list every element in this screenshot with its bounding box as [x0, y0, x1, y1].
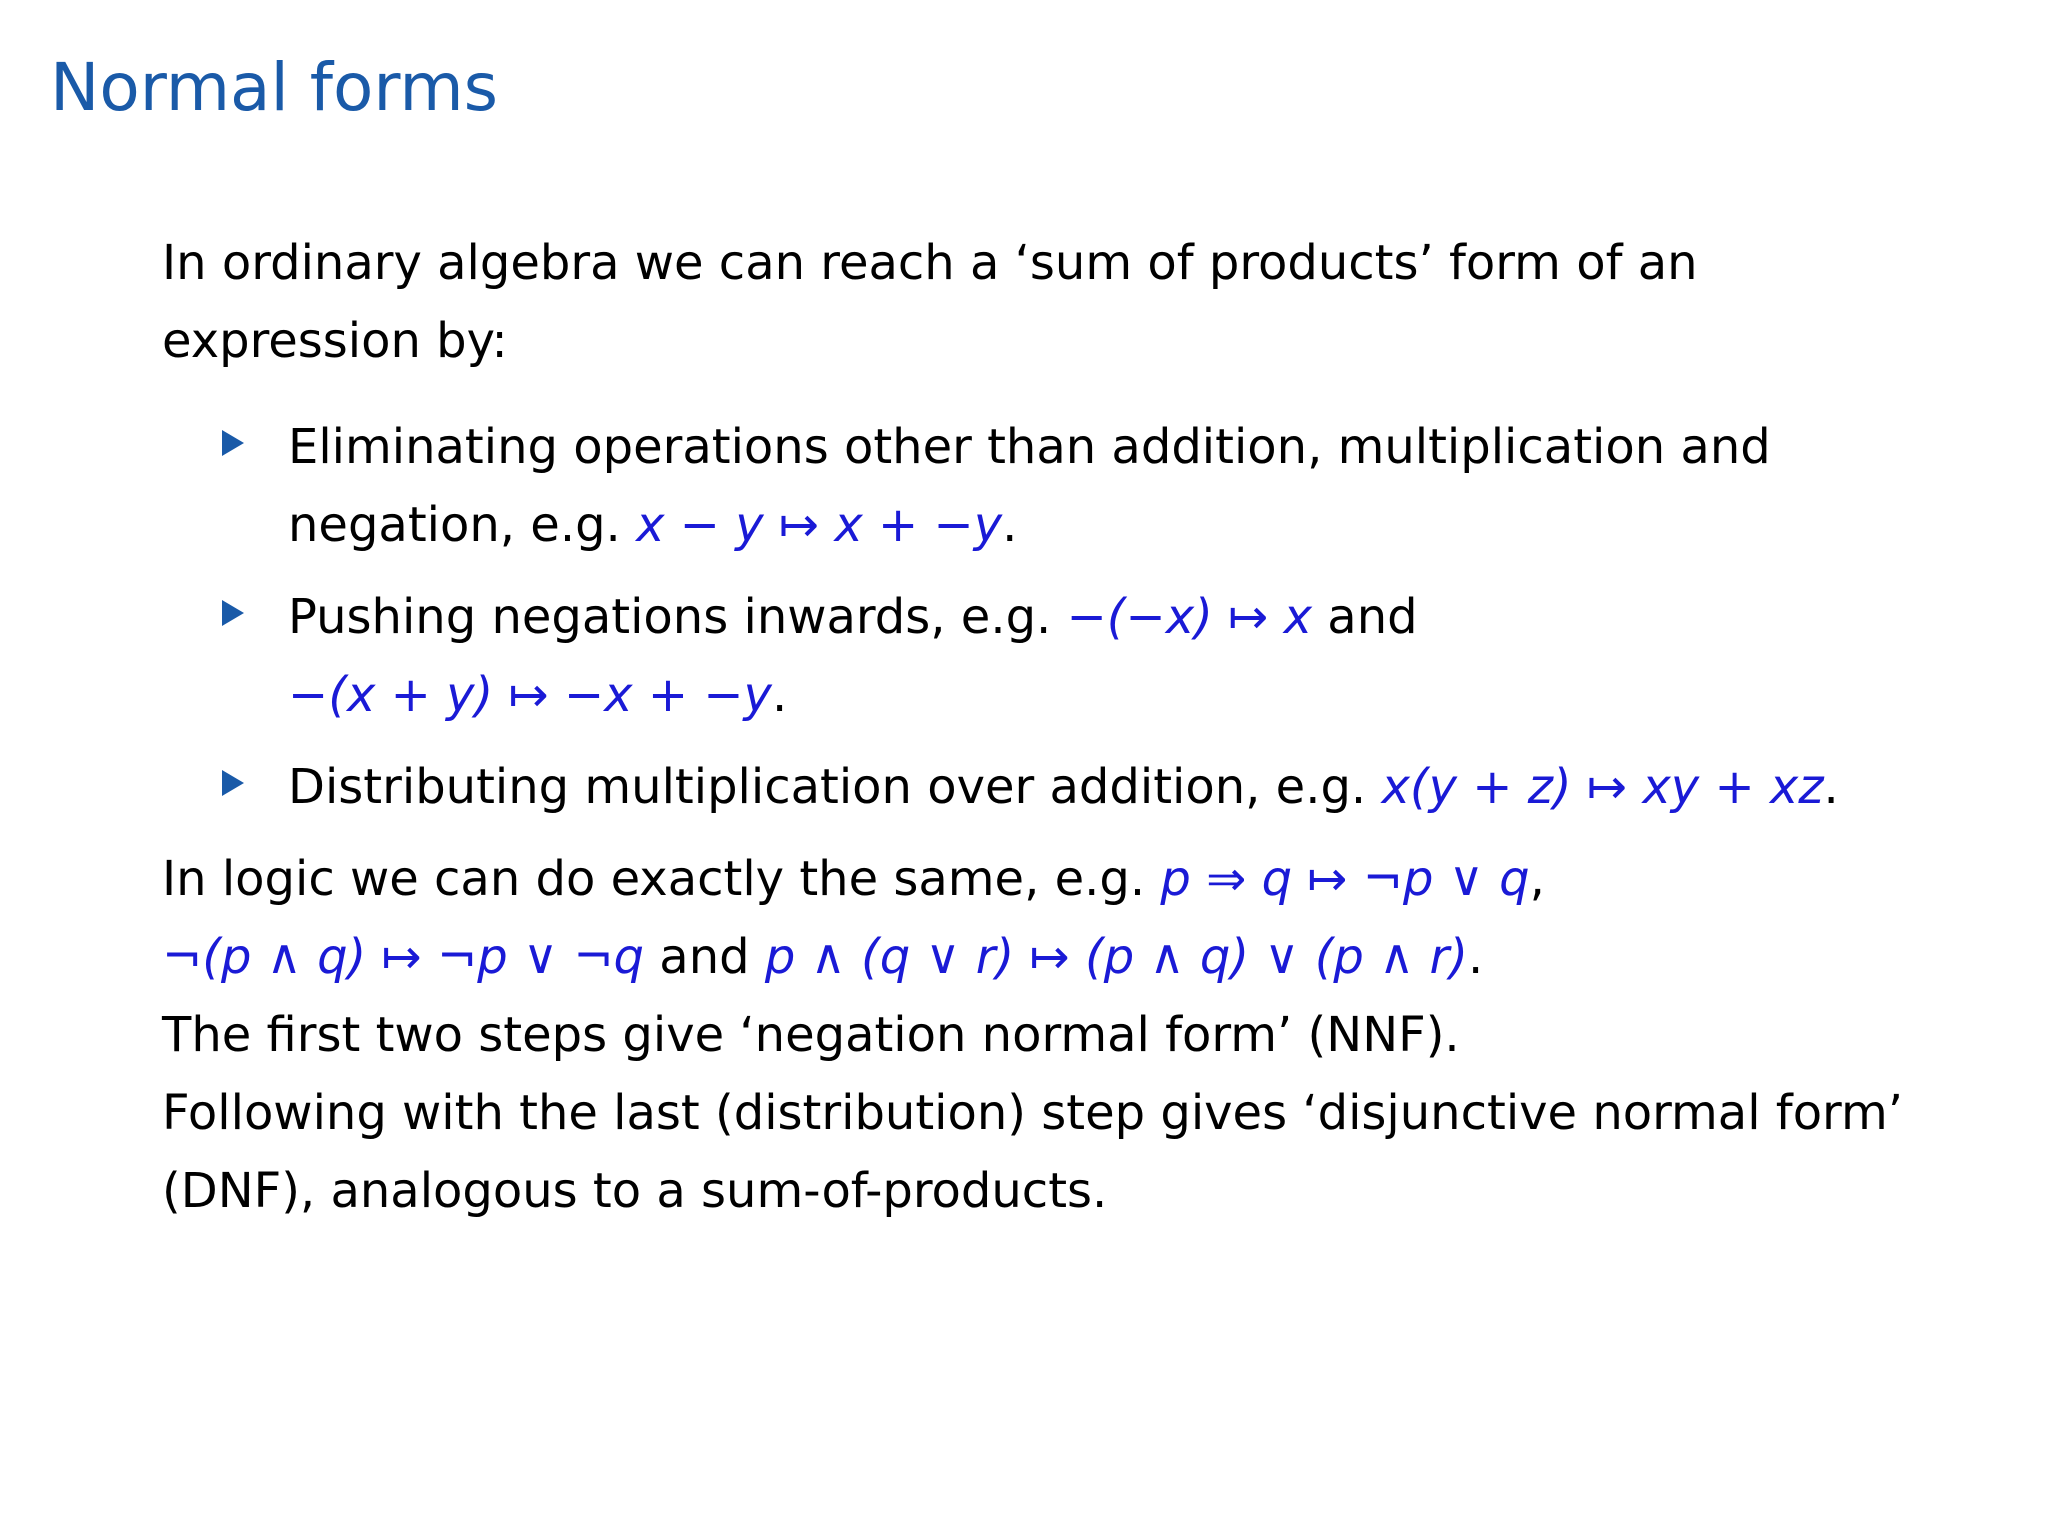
bullet-tail: . — [1823, 759, 1839, 815]
bullet-tail: . — [1002, 497, 1018, 553]
triangle-bullet-icon — [222, 430, 244, 456]
math-expression: p ∧ (q ∨ r) ↦ (p ∧ q) ∨ (p ∧ r) — [764, 929, 1468, 985]
nnf-paragraph: The first two steps give ‘negation normal form’ (NNF). — [162, 1007, 1460, 1063]
logic-paragraph — [162, 840, 1922, 996]
bullet-text: Pushing negations inwards, e.g. — [288, 589, 1067, 645]
triangle-bullet-icon — [222, 770, 244, 796]
bullet-text: Distributing multiplication over addition, e.g. — [288, 759, 1382, 815]
math-expression: −(−x) ↦ x — [1066, 589, 1313, 645]
logic-tail: . — [1468, 929, 1484, 985]
triangle-bullet-icon — [222, 600, 244, 626]
math-expression: −(x + y) ↦ −x + −y — [288, 667, 772, 723]
math-expression: p ⇒ q ↦ ¬p ∨ q — [1160, 851, 1530, 907]
steps-list — [162, 408, 1922, 826]
math-expression: x − y ↦ x + −y — [636, 497, 1003, 553]
intro-paragraph: In ordinary algebra we can reach a ‘sum of products’ form of an expression by: — [162, 235, 1698, 369]
slide-title: Normal forms — [50, 49, 499, 126]
list-item — [288, 408, 1922, 564]
bullet-text: Eliminating operations other than addition, multiplication and negation, e.g. — [288, 419, 1771, 553]
slide-body — [162, 224, 1922, 1230]
math-expression: ¬(p ∧ q) ↦ ¬p ∨ ¬q — [162, 929, 645, 985]
dnf-paragraph: Following with the last (distribution) step gives ‘disjunctive normal form’ (DNF), analogous to a sum-of-products. — [162, 1085, 1903, 1219]
list-item — [288, 578, 1922, 734]
bullet-tail: . — [771, 667, 788, 723]
list-item — [288, 748, 1922, 826]
bullet-middle: and — [1312, 589, 1418, 645]
logic-and: and — [644, 929, 765, 985]
math-expression: x(y + z) ↦ xy + xz — [1381, 759, 1824, 815]
logic-lead: In logic we can do exactly the same, e.g. — [162, 851, 1161, 907]
logic-comma: , — [1529, 851, 1545, 907]
